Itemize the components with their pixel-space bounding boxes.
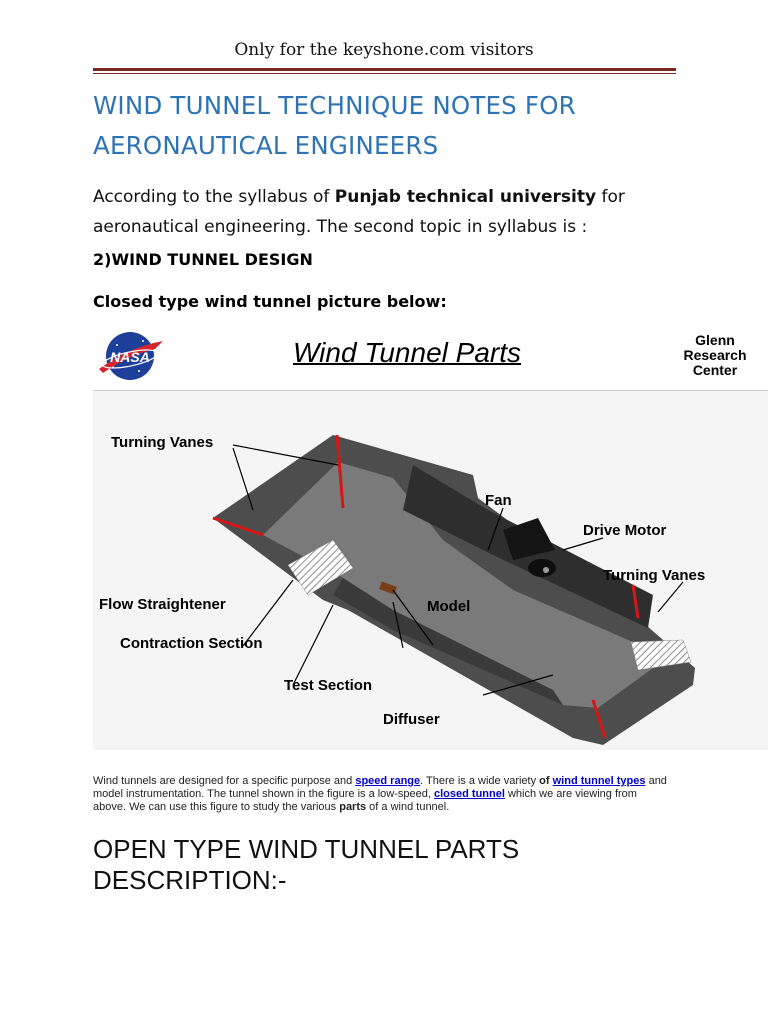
nasa-logo-text: NASA	[110, 349, 150, 365]
tunnel-diagram	[93, 390, 768, 750]
nasa-logo	[93, 327, 183, 390]
speed-range-link[interactable]: speed range	[355, 775, 421, 787]
figure-title: Wind Tunnel Parts	[293, 337, 521, 368]
label-model: Model	[427, 598, 471, 615]
fan-hub-center	[543, 567, 549, 573]
intro-university: Punjab technical university	[334, 187, 597, 207]
label-test-section: Test Section	[284, 677, 373, 694]
page-header: Only for the keyshone.com visitors	[234, 40, 534, 60]
figure-banner	[93, 327, 768, 391]
intro-paragraph	[93, 182, 693, 242]
intro-text-line2: aeronautical engineering. The second topic in syllabus is :	[93, 217, 588, 237]
wind-tunnel-figure	[93, 327, 768, 750]
label-turning-vanes-left: Turning Vanes	[111, 434, 214, 451]
header-rule	[93, 68, 676, 71]
fan-hub	[528, 559, 556, 577]
intro-text-start: According to the syllabus of	[93, 187, 335, 207]
wind-tunnel-types-link[interactable]: wind tunnel types	[552, 775, 646, 787]
caption-text-3: and model instrumentation. The tunnel shown in the figure is a low-speed,	[93, 775, 667, 800]
glenn-research-center	[670, 333, 760, 378]
closed-tunnel-link[interactable]: closed tunnel	[434, 788, 505, 800]
label-turning-vanes-right: Turning Vanes	[603, 567, 706, 584]
center-line-2: Research	[683, 347, 747, 363]
open-type-heading	[93, 834, 713, 896]
caption-parts: parts	[339, 801, 367, 813]
caption-text-1: Wind tunnels are designed for a specific purpose and	[93, 775, 356, 787]
caption-of: of	[539, 775, 553, 787]
intro-text-end: for	[596, 187, 625, 207]
label-fan: Fan	[485, 492, 512, 509]
caption-text-5: of a wind tunnel.	[366, 801, 450, 813]
section-heading: 2)WIND TUNNEL DESIGN	[93, 250, 313, 269]
document-title	[93, 86, 693, 166]
label-diffuser: Diffuser	[383, 711, 440, 728]
figure-heading: Closed type wind tunnel picture below:	[93, 292, 447, 311]
center-line-3: Center	[692, 362, 738, 378]
label-contraction-section: Contraction Section	[120, 635, 263, 652]
figure-caption	[93, 775, 673, 814]
label-flow-straightener: Flow Straightener	[99, 596, 226, 613]
open-title-line-1: OPEN TYPE WIND TUNNEL PARTS	[93, 834, 520, 864]
label-drive-motor: Drive Motor	[583, 522, 667, 539]
open-title-line-2: DESCRIPTION:-	[93, 865, 287, 895]
caption-text-2: . There is a wide variety	[420, 775, 540, 787]
title-line-1: WIND TUNNEL TECHNIQUE NOTES FOR	[93, 91, 576, 120]
caption-text-4: which we are viewing from above. We can use this figure to study the various	[93, 788, 637, 813]
center-line-1: Glenn	[695, 332, 735, 348]
title-line-2: AERONAUTICAL ENGINEERS	[93, 131, 439, 160]
header-rule-thin	[93, 73, 676, 74]
